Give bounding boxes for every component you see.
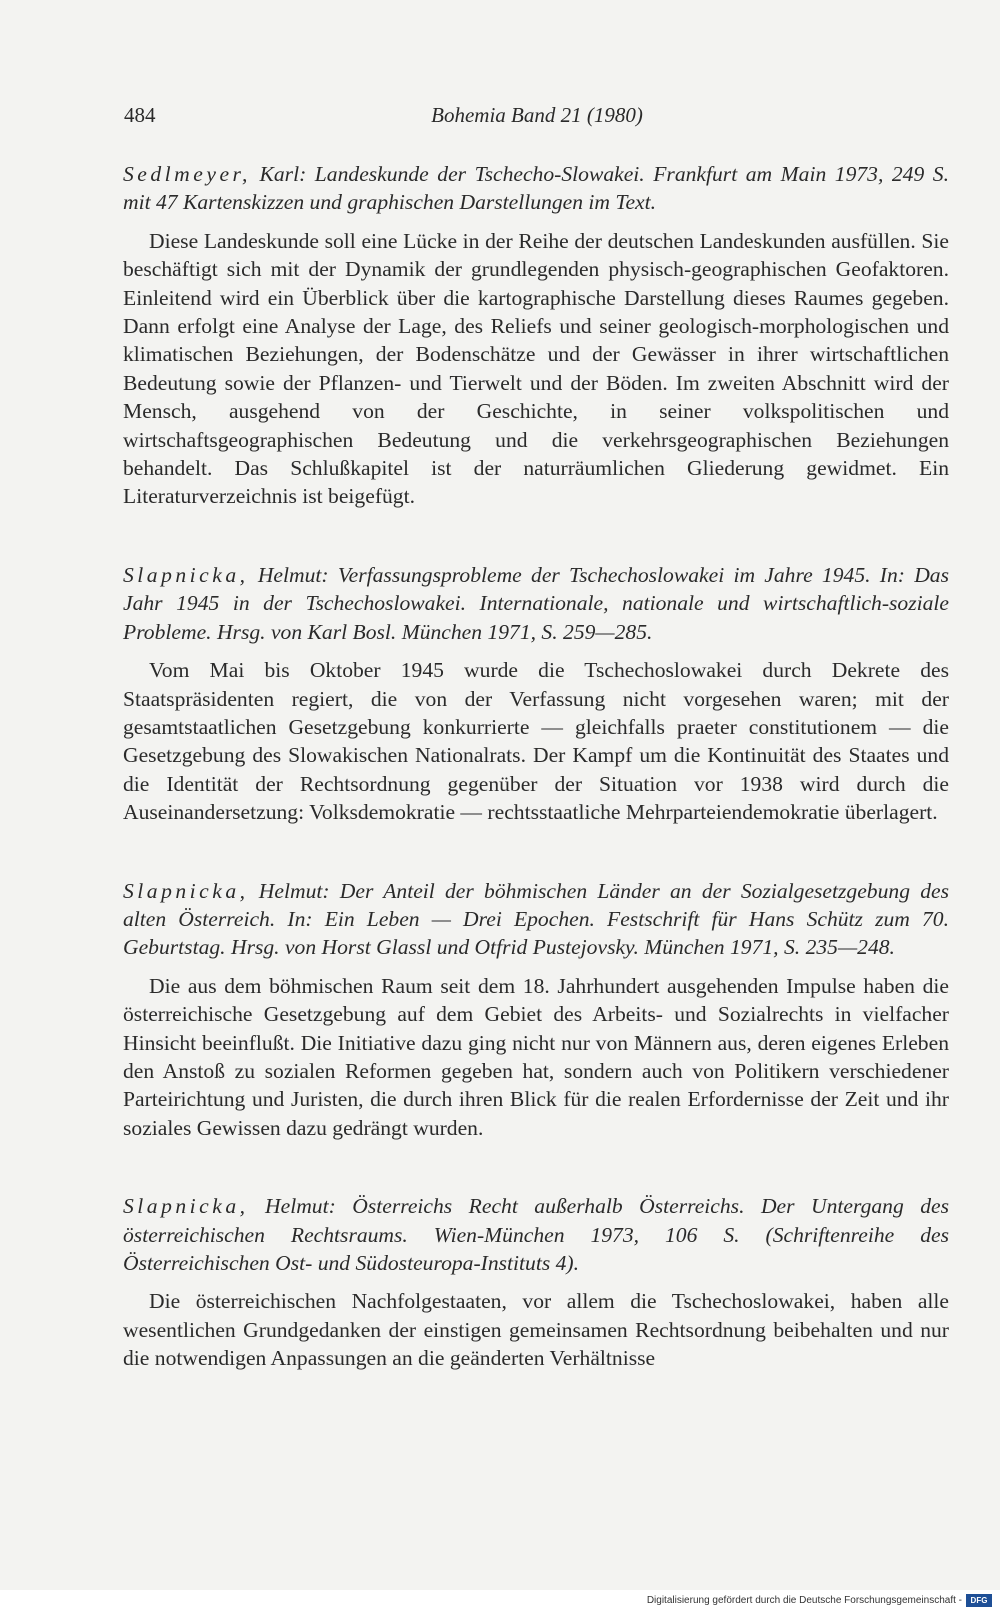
review-entry xyxy=(123,561,949,827)
citation-text: Helmut: Verfassungsprobleme der Tschechoslowakei im Jahre 1945. In: Das Jahr 1945 in der Tschechoslowakei. Internationale, nationale und wirtschaftlich-soziale Probleme. Hrsg. von Karl Bosl. München 1971, S. 259—285. xyxy=(123,562,949,644)
abstract: Die aus dem böhmischen Raum seit dem 18. Jahrhundert ausgehenden Impulse haben die österreichische Gesetzgebung auf dem Gebiet des Arbeits- und Sozialrechts in vielfacher Hinsicht beeinflußt. Die Initiative dazu ging nicht nur von Männern aus, deren eigenes Erleben den Anstoß zu sozialen Reformen gegeben hat, sondern auch von Politikern verschiedener Parteirichtung und Juristen, die durch ihren Blick für die realen Erfordernisse der Zeit und ihr soziales Gewissen dazu gedrängt wurden. xyxy=(123,973,949,1140)
author-name: Slapnicka, xyxy=(123,1194,249,1219)
page-content xyxy=(123,160,949,1373)
review-entry xyxy=(123,877,949,1143)
abstract: Die österreichischen Nachfolgestaaten, vor allem die Tschechoslowakei, haben alle wesentlichen Grundgedanken der einstigen gemeinsamen Rechtsordnung beibehalten und nur die notwendigen Anpassungen an die geänderten Verhältnisse xyxy=(123,1289,949,1371)
page-header xyxy=(124,103,950,133)
dfg-logo-icon: DFG xyxy=(966,1594,992,1607)
abstract: Diese Landeskunde soll eine Lücke in der Reihe der deutschen Landeskunden ausfüllen. Sie beschäftigt sich mit der Dynamik der grundlegenden physisch-geographischen Geofaktoren. Einleitend wird ein Überblick über die kartographische Darstellung dieses Raumes gegeben. Dann erfolgt eine Analyse der Lage, des Reliefs und seiner geologisch-morphologischen und klimatischen Beziehungen, der Bodenschätze und der Gewässer in ihrer wirtschaftlichen Bedeutung sowie der Pflanzen- und Tierwelt und der Böden. Im zweiten Abschnitt wird der Mensch, ausgehend von der Geschichte, in seiner volkspolitischen und wirtschaftsgeographischen Bedeutung und die verkehrsgeographischen Beziehungen behandelt. Das Schlußkapitel ist der naturräumlichen Gliederung gewidmet. Ein Literaturverzeichnis ist beigefügt. xyxy=(123,228,949,509)
citation-text: Karl: Landeskunde der Tschecho-Slowakei. Frankfurt am Main 1973, 249 S. mit 47 Kartenskizzen und graphischen Darstellungen im Text. xyxy=(123,162,949,215)
citation-text: Helmut: Österreichs Recht außerhalb Österreichs. Der Untergang des österreichischen Rechtsraums. Wien-München 1973, 106 S. (Schriftenreihe des Österreichischen Ost- und Südosteuropa-Instituts 4). xyxy=(123,1194,949,1275)
digitization-footer xyxy=(647,1591,992,1609)
running-title: Bohemia Band 21 (1980) xyxy=(431,103,643,127)
abstract: Vom Mai bis Oktober 1945 wurde die Tschechoslowakei durch Dekrete des Staatspräsidenten regiert, die von der Verfassung nicht vorgesehen waren; mit der gesamtstaatlichen Gesetzgebung konkurrierte — gleichfalls praeter constitutionem — die Gesetzgebung des Slowakischen Nationalrats. Der Kampf um die Kontinuität des Staates und die Identität der Rechtsordnung gegenüber der Situation vor 1938 wird durch die Auseinandersetzung: Volksdemokratie — rechtsstaatliche Mehrparteiendemokratie überlagert. xyxy=(123,658,949,825)
citation xyxy=(123,877,949,962)
author-name: Slapnicka, xyxy=(123,562,249,587)
citation-text: Helmut: Der Anteil der böhmischen Länder an der Sozialgesetzgebung des alten Österreich. In: Ein Leben — Drei Epochen. Festschrift für Hans Schütz zum 70. Geburtstag. Hrsg. von Horst Glassl und Otfrid Pustejovsky. München 1971, S. 235—248. xyxy=(123,878,949,960)
review-entry xyxy=(123,160,949,511)
page-number: 484 xyxy=(124,103,156,127)
citation xyxy=(123,160,949,217)
review-entry xyxy=(123,1192,949,1372)
citation xyxy=(123,561,949,646)
citation xyxy=(123,1192,949,1277)
footer-text: Digitalisierung gefördert durch die Deutsche Forschungsgemeinschaft - xyxy=(646,1594,962,1606)
author-name: Sedlmeyer, xyxy=(123,162,251,186)
author-name: Slapnicka, xyxy=(123,878,249,903)
